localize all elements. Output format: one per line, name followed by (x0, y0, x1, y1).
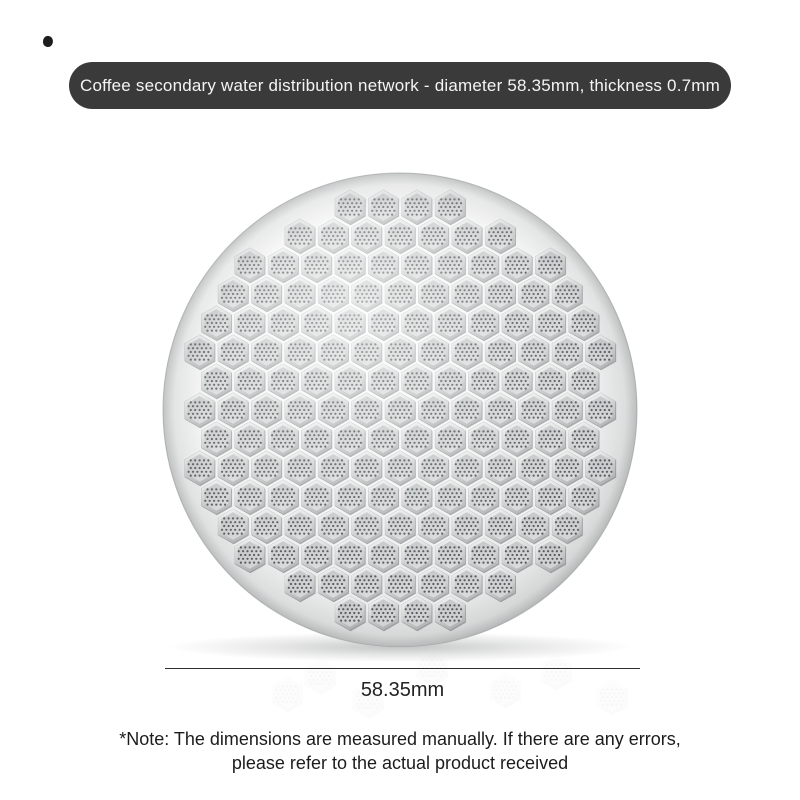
product-title-text: Coffee secondary water distribution network - diameter 58.35mm, thickness 0.7mm (79, 75, 721, 95)
note-line-2: please refer to the actual product received (231, 753, 569, 773)
dimension-line (165, 668, 640, 669)
disc-rim-shading (163, 173, 637, 647)
note-line-1: *Note: The dimensions are measured manually. If there are any errors, (119, 729, 681, 749)
note-text (0, 727, 800, 775)
dimension-label: 58.35mm (360, 679, 445, 701)
